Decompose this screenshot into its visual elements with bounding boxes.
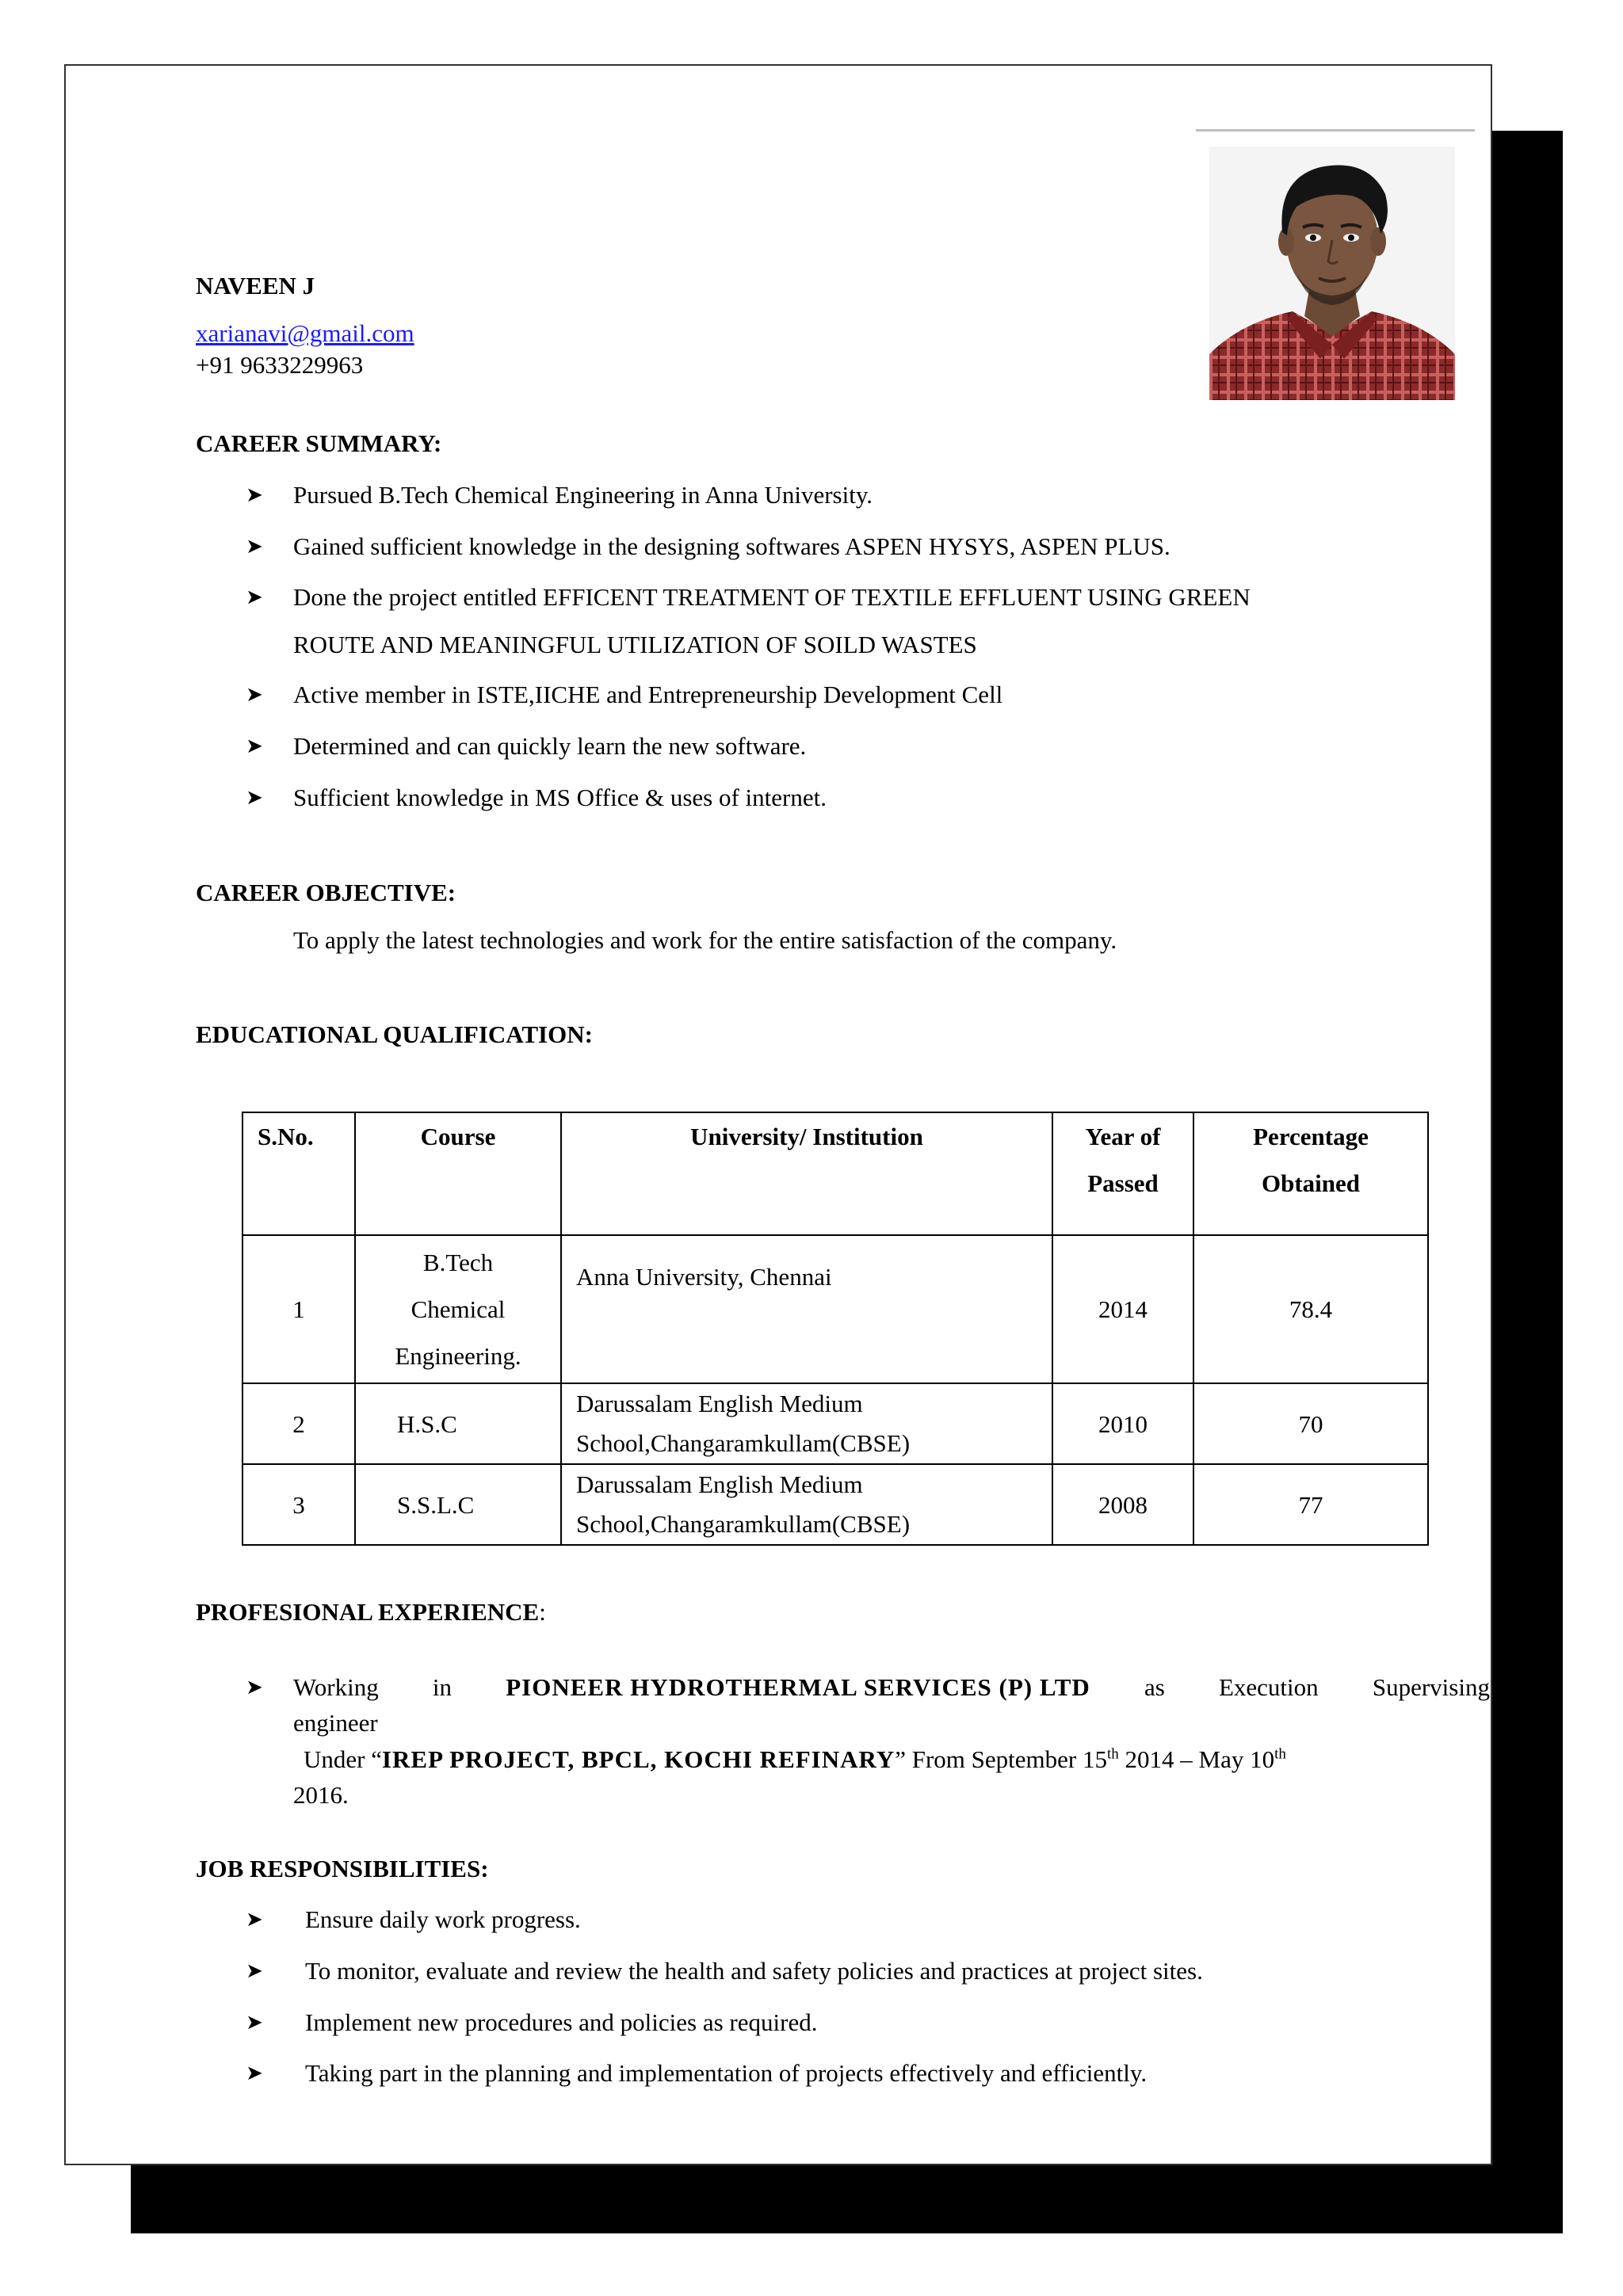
arrowhead-bullet-icon: ➤ — [246, 535, 263, 559]
cell-institution: Anna University, Chennai — [561, 1235, 1052, 1383]
table-row — [242, 1464, 1428, 1545]
arrowhead-bullet-icon: ➤ — [246, 1908, 263, 1932]
cell-year: 2014 — [1052, 1235, 1193, 1383]
summary-item: Done the project entitled EFFICENT TREATMENT OF TEXTILE EFFLUENT USING GREEN — [293, 583, 1251, 611]
career-objective-heading: CAREER OBJECTIVE: — [196, 879, 456, 906]
candidate-name: NAVEEN J — [196, 272, 315, 299]
cell-year: 2008 — [1052, 1464, 1193, 1545]
career-summary-heading: CAREER SUMMARY: — [196, 429, 442, 457]
summary-item: Gained sufficient knowledge in the designing softwares ASPEN HYSYS, ASPEN PLUS. — [293, 532, 1170, 560]
arrowhead-bullet-icon: ➤ — [246, 2011, 263, 2035]
column-header-institution: University/ Institution — [561, 1112, 1052, 1235]
arrowhead-bullet-icon: ➤ — [246, 483, 263, 507]
summary-item: Sufficient knowledge in MS Office & uses of internet. — [293, 784, 827, 811]
cell-sno: 3 — [242, 1464, 355, 1545]
arrowhead-bullet-icon: ➤ — [246, 1959, 263, 1983]
arrowhead-bullet-icon: ➤ — [246, 1676, 263, 1699]
experience-heading: PROFESIONAL EXPERIENCE: — [196, 1598, 546, 1626]
responsibility-item: Ensure daily work progress. — [305, 1905, 581, 1933]
arrowhead-bullet-icon: ➤ — [246, 2061, 263, 2085]
education-heading: EDUCATIONAL QUALIFICATION: — [196, 1020, 593, 1048]
cell-percentage: 70 — [1193, 1383, 1428, 1464]
resume-page — [64, 64, 1492, 2165]
cell-course: B.Tech Chemical Engineering. — [355, 1235, 561, 1383]
experience-project-line: Under “IREP PROJECT, BPCL, KOCHI REFINARY” From September 15th 2014 – May 10th — [304, 1745, 1286, 1773]
arrowhead-bullet-icon: ➤ — [246, 585, 263, 609]
cell-course: H.S.C — [355, 1383, 561, 1464]
table-row — [242, 1235, 1428, 1383]
responsibility-item: To monitor, evaluate and review the health and safety policies and practices at project sites. — [305, 1957, 1203, 1985]
table-header-row — [242, 1112, 1428, 1235]
responsibility-item: Implement new procedures and policies as required. — [305, 2008, 818, 2036]
phone-number: +91 9633229963 — [196, 351, 364, 379]
cell-percentage: 77 — [1193, 1464, 1428, 1545]
arrowhead-bullet-icon: ➤ — [246, 683, 263, 707]
column-header-sno: S.No. — [242, 1112, 355, 1235]
cell-institution: Darussalam English Medium School,Changaramkullam(CBSE) — [561, 1464, 1052, 1545]
arrowhead-bullet-icon: ➤ — [246, 786, 263, 810]
experience-line: Working in PIONEER HYDROTHERMAL SERVICES (P) LTD as Execution Supervising — [293, 1673, 1490, 1701]
cell-sno: 2 — [242, 1383, 355, 1464]
summary-item-continued: ROUTE AND MEANINGFUL UTILIZATION OF SOILD WASTES — [293, 631, 977, 658]
profile-photo — [1196, 129, 1481, 400]
email-link[interactable]: xarianavi@gmail.com — [196, 319, 414, 347]
cell-institution: Darussalam English Medium School,Changaramkullam(CBSE) — [561, 1383, 1052, 1464]
summary-item: Active member in ISTE,IICHE and Entrepreneurship Development Cell — [293, 681, 1003, 708]
table-row — [242, 1383, 1428, 1464]
experience-line: engineer — [293, 1709, 378, 1737]
cell-year: 2010 — [1052, 1383, 1193, 1464]
career-objective-text: To apply the latest technologies and work for the entire satisfaction of the company. — [293, 926, 1117, 954]
cell-sno: 1 — [242, 1235, 355, 1383]
arrowhead-bullet-icon: ➤ — [246, 734, 263, 758]
summary-item: Pursued B.Tech Chemical Engineering in Anna University. — [293, 481, 873, 509]
responsibilities-heading: JOB RESPONSIBILITIES: — [196, 1855, 489, 1882]
cell-percentage: 78.4 — [1193, 1235, 1428, 1383]
column-header-course: Course — [355, 1112, 561, 1235]
summary-item: Determined and can quickly learn the new software. — [293, 732, 807, 760]
experience-line: 2016. — [293, 1781, 349, 1809]
education-table — [242, 1112, 1429, 1546]
portrait-image — [1209, 147, 1455, 400]
responsibility-item: Taking part in the planning and implementation of projects effectively and efficiently. — [305, 2059, 1148, 2087]
cell-course: S.S.L.C — [355, 1464, 561, 1545]
column-header-year: Year of Passed — [1052, 1112, 1193, 1235]
column-header-percentage: Percentage Obtained — [1193, 1112, 1428, 1235]
